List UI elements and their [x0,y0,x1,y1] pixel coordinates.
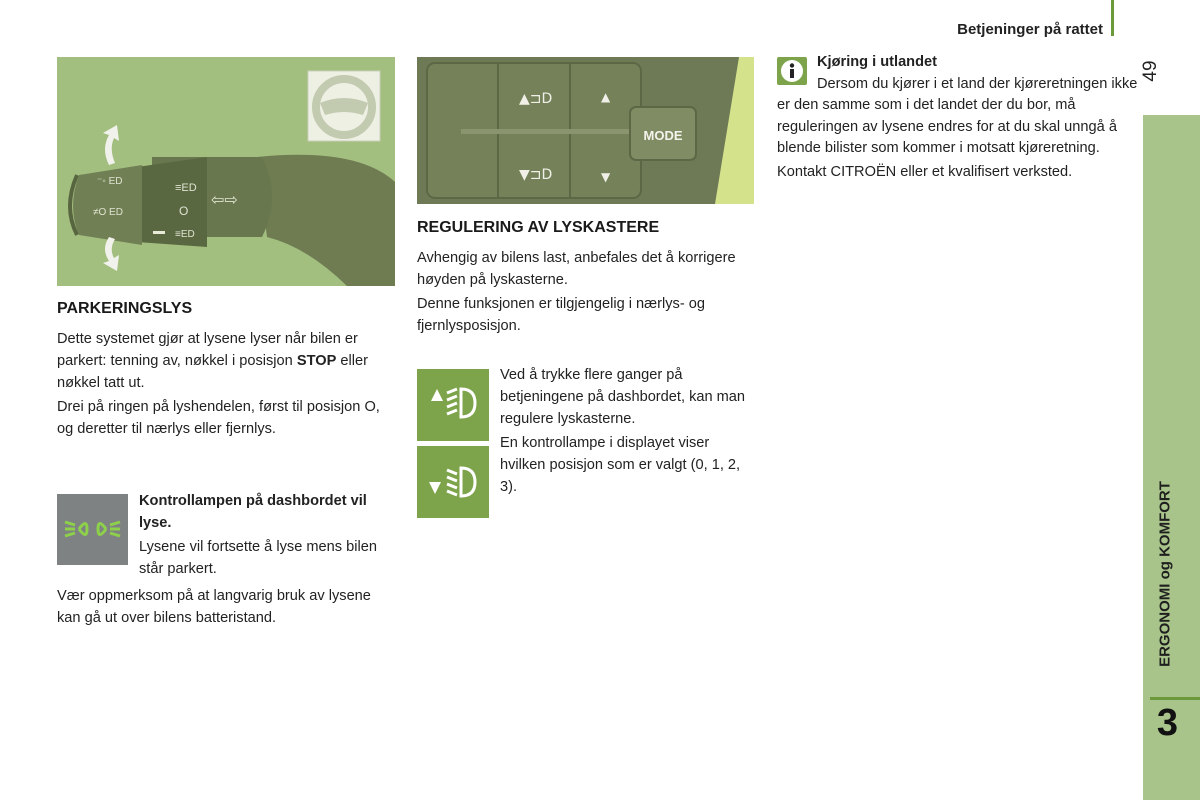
panel-drawing [417,57,754,204]
regulering-paragraph-1: Avhengig av bilens last, anbefales det å korrigere høyden på lyskasterne. [417,250,736,288]
regulering-body [417,247,755,339]
svg-text:≡ED: ≡ED [175,182,197,194]
chapter-name: ERGONOMI og KOMFORT [1156,481,1174,667]
chapter-number: 3 [1156,702,1179,744]
parking-lamp-drawing [57,494,128,565]
headlamp-down-button-icon [417,446,489,518]
svg-text:▲: ▲ [601,90,611,104]
utlandet-paragraph-1: Dersom du kjører i et land der kjøreretningen ikke er den samme som i det landet der du bor, må reguleringen av lysene endres for at du skal unngå å blende bilister som kommer i motsatt kjøreretning. [777,75,1138,156]
running-header: Betjeninger på rattet [957,21,1103,38]
svg-text:▼: ▼ [601,170,611,184]
regulering-paragraph-3: Ved å trykke flere ganger på betjeningene på dashbordet, kan man regulere lyskasterne. [500,367,746,427]
utlandet-paragraph-2: Kontakt CITROËN eller et kvalifisert verksted. [777,163,1073,180]
page-number: 49 [1140,60,1161,82]
chapter-tab-rule [1150,697,1200,700]
regulering-heading: REGULERING AV LYSKASTERE [417,219,660,236]
headlamp-up-drawing [417,369,489,441]
indicator-arrows-icon: ⇦⇨ [211,192,238,209]
svg-text:⁻◦ ED: ⁻◦ ED [97,176,123,187]
light-stalk-illustration [57,57,395,286]
lamp-note-text: Lysene vil fortsette å lyse mens bilen står parkert. [139,539,377,577]
mode-label: MODE [643,128,683,143]
parkeringslys-paragraph-2: Drei på ringen på lyshendelen, først til posisjon O, og deretter til nærlys eller fjernlys. [57,399,380,437]
svg-text:≠O ED: ≠O ED [93,207,123,218]
regulering-paragraph-2: Denne funksjonen er tilgjengelig i nærlys- og fjernlysposisjon. [417,296,705,334]
parkeringslys-heading: PARKERINGSLYS [57,300,193,317]
utlandet-title: Kjøring i utlandet [817,54,937,70]
battery-warning: Vær oppmerksom på at langvarig bruk av lysene kan gå ut over bilens batteristand. [57,588,371,626]
headlamp-adjust-panel-illustration [417,57,754,204]
headlamp-down-drawing [417,446,489,518]
parkeringslys-p1-start: Dette systemet gjør at lysene lyser når bilen er parkert: tenning av, nøkkel i posisjon [57,331,358,369]
regulering-buttons-text [500,364,755,500]
utlandet-note [777,52,1142,185]
parkeringslys-p1-end: eller nøkkel tatt ut. [57,353,368,391]
light-stalk-drawing [57,57,395,286]
lamp-note-title: Kontrollampen på dashbordet vil lyse. [139,493,367,531]
header-rule [1111,0,1114,36]
parkeringslys-paragraph-1 [57,328,395,394]
position-o-label: O [179,204,189,218]
parkeringslys-body [57,328,395,442]
lamp-note [139,490,389,582]
svg-text:≡ED: ≡ED [175,229,195,240]
headlamp-up-button-icon [417,369,489,441]
beam-down-symbol-icon: ▼⊐D [519,167,553,183]
beam-up-symbol-icon: ▲⊐D [519,91,553,107]
regulering-paragraph-4: En kontrollampe i displayet viser hvilken posisjon som er valgt (0, 1, 2, 3). [500,435,741,495]
parking-lamp-indicator-icon [57,494,128,565]
stop-keyword: STOP [296,353,337,369]
